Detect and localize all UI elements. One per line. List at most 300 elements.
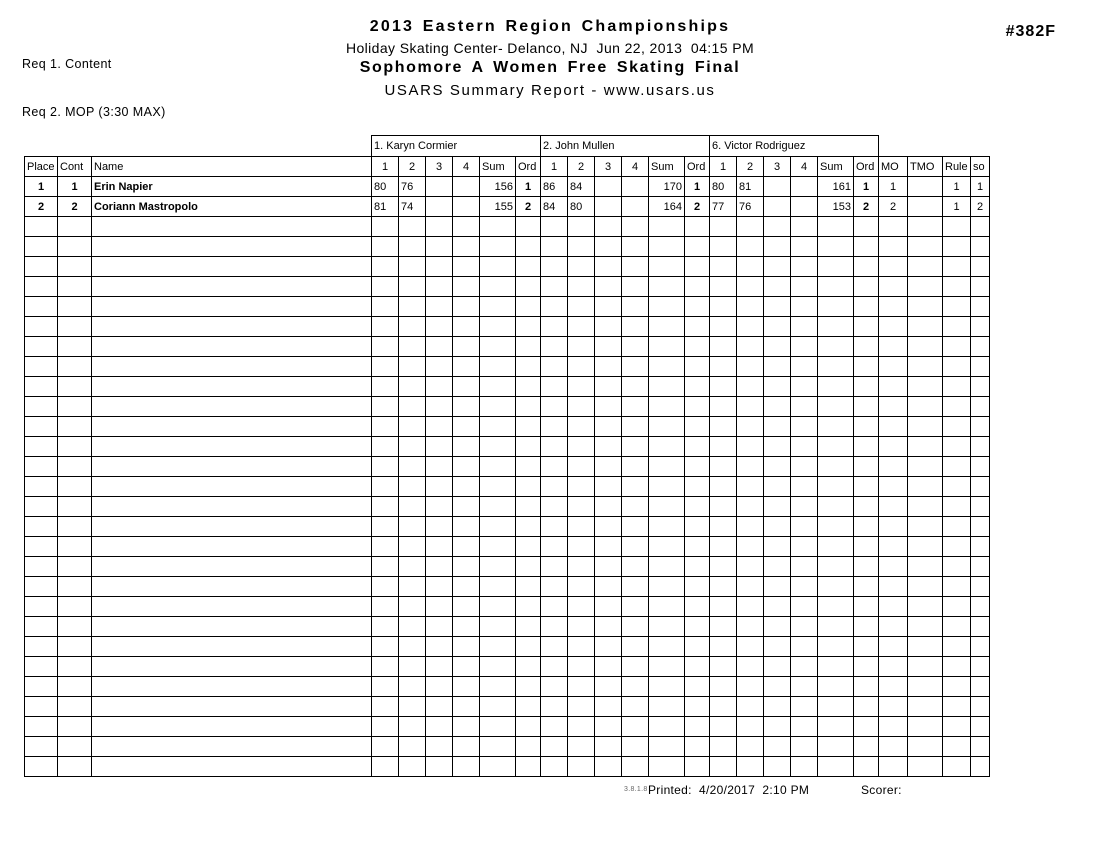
judge2-ordinal-cell — [685, 657, 710, 677]
judge3-score4-cell — [791, 517, 818, 537]
skater-name-cell — [92, 537, 372, 557]
table-row-empty — [25, 397, 990, 417]
judge3-sum-cell — [818, 717, 854, 737]
skater-name-cell — [92, 297, 372, 317]
judge1-sum-cell — [480, 597, 516, 617]
tmo-cell — [908, 477, 943, 497]
judge1-score2-cell — [399, 517, 426, 537]
place-cell — [25, 277, 58, 297]
majority-ordinal-cell — [879, 317, 908, 337]
judge3-score3-cell — [764, 477, 791, 497]
contestant-number-cell — [58, 597, 92, 617]
judge2-score4-cell — [622, 497, 649, 517]
judge1-score2-cell — [399, 637, 426, 657]
judge3-score3-cell — [764, 417, 791, 437]
judge1-ordinal-cell — [516, 357, 541, 377]
skateoff-cell — [971, 437, 990, 457]
judge1-ord-header: Ord — [516, 157, 541, 177]
contestant-number-cell — [58, 637, 92, 657]
judge2-ordinal-cell — [685, 737, 710, 757]
skateoff-cell — [971, 717, 990, 737]
majority-ordinal-cell: 1 — [879, 177, 908, 197]
judge3-sum-cell — [818, 217, 854, 237]
tmo-cell — [908, 277, 943, 297]
judge3-score1-cell — [710, 317, 737, 337]
judge3-score4-cell — [791, 597, 818, 617]
judge3-score2-cell — [737, 697, 764, 717]
judge1-sum-cell — [480, 337, 516, 357]
contestant-number-cell — [58, 217, 92, 237]
judge2-score1-cell — [541, 537, 568, 557]
tmo-cell — [908, 437, 943, 457]
judge3-ordinal-cell — [854, 257, 879, 277]
judge3-ordinal-cell — [854, 237, 879, 257]
judge-3-name-box: 6. Victor Rodriguez — [710, 136, 879, 157]
judge1-sum-cell — [480, 537, 516, 557]
judge1-score4-cell — [453, 457, 480, 477]
rule-cell — [943, 597, 971, 617]
judge3-score3-cell — [764, 237, 791, 257]
tmo-cell — [908, 677, 943, 697]
judge2-score1-cell: 86 — [541, 177, 568, 197]
majority-ordinal-cell — [879, 697, 908, 717]
judge1-score1-cell — [372, 637, 399, 657]
judge3-sum-cell — [818, 497, 854, 517]
place-cell — [25, 297, 58, 317]
judge3-score1-cell: 77 — [710, 197, 737, 217]
judge1-score2-cell — [399, 617, 426, 637]
contestant-number-cell — [58, 537, 92, 557]
judge2-sum-cell — [649, 497, 685, 517]
judge3-score3-cell — [764, 657, 791, 677]
majority-ordinal-cell — [879, 617, 908, 637]
judge3-sum-cell — [818, 277, 854, 297]
judge-row-spacer-left — [25, 136, 372, 157]
tmo-cell — [908, 737, 943, 757]
majority-ordinal-cell — [879, 737, 908, 757]
rule-cell — [943, 397, 971, 417]
judge3-score3-cell — [764, 697, 791, 717]
mo-header: MO — [879, 157, 908, 177]
judge2-score4-cell — [622, 657, 649, 677]
judge3-score4-cell — [791, 497, 818, 517]
judge1-score4-cell — [453, 197, 480, 217]
judge1-sum-cell — [480, 397, 516, 417]
rule-cell — [943, 277, 971, 297]
skateoff-cell — [971, 737, 990, 757]
judge2-sum-cell — [649, 517, 685, 537]
contestant-number-cell — [58, 417, 92, 437]
judge1-score3-cell — [426, 317, 453, 337]
judge3-ordinal-cell — [854, 457, 879, 477]
skater-name-cell — [92, 677, 372, 697]
place-cell — [25, 497, 58, 517]
judge2-score4-cell — [622, 317, 649, 337]
judge1-score3-cell — [426, 717, 453, 737]
judge3-sum-cell: 161 — [818, 177, 854, 197]
place-cell — [25, 557, 58, 577]
judge1-ordinal-cell — [516, 597, 541, 617]
judge-row-spacer-right — [879, 136, 990, 157]
judge3-score2-cell — [737, 377, 764, 397]
judge1-ordinal-cell — [516, 497, 541, 517]
judge1-score1-cell — [372, 737, 399, 757]
judge2-score2-cell — [568, 277, 595, 297]
judge3-sum-cell — [818, 477, 854, 497]
judge1-score2-cell — [399, 377, 426, 397]
judge2-score1-cell — [541, 257, 568, 277]
place-cell — [25, 597, 58, 617]
judge3-ordinal-cell — [854, 557, 879, 577]
judge2-score2-cell — [568, 237, 595, 257]
judge2-sum-cell — [649, 757, 685, 777]
championship-title: 2013 Eastern Region Championships — [369, 18, 731, 35]
skateoff-cell — [971, 417, 990, 437]
judge2-score1-cell — [541, 337, 568, 357]
place-cell — [25, 317, 58, 337]
judge2-sum-cell — [649, 577, 685, 597]
judge1-score1-cell — [372, 517, 399, 537]
rule-cell — [943, 737, 971, 757]
place-cell — [25, 677, 58, 697]
table-row-empty — [25, 477, 990, 497]
judge3-score3-cell — [764, 597, 791, 617]
tmo-cell — [908, 457, 943, 477]
judge2-score1-cell — [541, 297, 568, 317]
table-row-empty — [25, 657, 990, 677]
judge1-score3-cell — [426, 437, 453, 457]
judge1-score2-cell — [399, 457, 426, 477]
judge2-ord-header: Ord — [685, 157, 710, 177]
event-number: #382F — [1005, 23, 1056, 40]
rule-cell — [943, 337, 971, 357]
tmo-cell — [908, 337, 943, 357]
judge1-ordinal-cell: 1 — [516, 177, 541, 197]
judge3-score4-cell — [791, 717, 818, 737]
skateoff-cell — [971, 557, 990, 577]
judge1-score4-cell — [453, 657, 480, 677]
judge2-score3-cell — [595, 757, 622, 777]
judge3-score1-cell — [710, 257, 737, 277]
judge2-score4-cell — [622, 577, 649, 597]
judge3-score4-cell — [791, 637, 818, 657]
judge2-sum-cell — [649, 297, 685, 317]
judge3-score1-cell — [710, 717, 737, 737]
judge1-score3-cell — [426, 517, 453, 537]
judge1-ordinal-cell — [516, 637, 541, 657]
judge2-sum-cell — [649, 737, 685, 757]
judge2-score4-cell — [622, 337, 649, 357]
judge3-score1-cell — [710, 497, 737, 517]
majority-ordinal-cell — [879, 597, 908, 617]
judge2-ordinal-cell — [685, 317, 710, 337]
judge3-score4-cell — [791, 177, 818, 197]
judge2-score1-header: 1 — [541, 157, 568, 177]
judge1-score4-cell — [453, 397, 480, 417]
place-cell — [25, 737, 58, 757]
judge3-score4-header: 4 — [791, 157, 818, 177]
judge2-score3-cell — [595, 537, 622, 557]
judge3-score3-cell — [764, 577, 791, 597]
judge3-score1-cell — [710, 617, 737, 637]
contestant-number-cell — [58, 557, 92, 577]
skateoff-cell — [971, 497, 990, 517]
contestant-number-cell — [58, 237, 92, 257]
rule-cell — [943, 537, 971, 557]
judge1-score2-cell — [399, 217, 426, 237]
judge3-score4-cell — [791, 297, 818, 317]
skater-name-cell — [92, 697, 372, 717]
judge1-score2-cell — [399, 257, 426, 277]
judge1-score1-cell — [372, 297, 399, 317]
name-header: Name — [92, 157, 372, 177]
skater-name-cell — [92, 737, 372, 757]
judge1-score2-cell — [399, 497, 426, 517]
skater-name-cell — [92, 417, 372, 437]
judge2-sum-header: Sum — [649, 157, 685, 177]
tmo-cell — [908, 297, 943, 317]
judge2-sum-cell — [649, 317, 685, 337]
judge2-ordinal-cell — [685, 697, 710, 717]
judge1-score1-cell — [372, 357, 399, 377]
judge1-score4-cell — [453, 557, 480, 577]
judge3-score2-cell — [737, 597, 764, 617]
skater-name-cell — [92, 357, 372, 377]
judge1-sum-cell — [480, 377, 516, 397]
place-cell — [25, 417, 58, 437]
judge3-score1-cell — [710, 337, 737, 357]
table-row-empty — [25, 577, 990, 597]
judge3-ordinal-cell — [854, 217, 879, 237]
judge3-score3-cell — [764, 177, 791, 197]
skater-name-cell — [92, 437, 372, 457]
judge2-score3-cell — [595, 637, 622, 657]
judge3-score1-cell — [710, 397, 737, 417]
judge3-score1-cell — [710, 357, 737, 377]
judge2-score3-cell — [595, 337, 622, 357]
judge1-sum-cell — [480, 577, 516, 597]
judge2-score4-cell — [622, 257, 649, 277]
tmo-cell — [908, 617, 943, 637]
judge2-score4-cell — [622, 677, 649, 697]
majority-ordinal-cell — [879, 657, 908, 677]
judge2-sum-cell — [649, 617, 685, 637]
table-row-empty — [25, 637, 990, 657]
majority-ordinal-cell — [879, 437, 908, 457]
judge2-ordinal-cell — [685, 617, 710, 637]
judge1-score1-cell — [372, 277, 399, 297]
judge2-score2-cell — [568, 317, 595, 337]
judge2-score2-cell — [568, 397, 595, 417]
judge1-score2-header: 2 — [399, 157, 426, 177]
judge1-score4-cell — [453, 217, 480, 237]
judge1-score3-cell — [426, 677, 453, 697]
skateoff-cell — [971, 757, 990, 777]
judge2-sum-cell — [649, 557, 685, 577]
judge3-score3-cell — [764, 517, 791, 537]
place-cell — [25, 657, 58, 677]
judge2-score1-cell — [541, 677, 568, 697]
tmo-cell — [908, 317, 943, 337]
judge3-sum-cell — [818, 377, 854, 397]
skater-name-cell — [92, 637, 372, 657]
judge3-score4-cell — [791, 677, 818, 697]
judge1-score3-cell — [426, 637, 453, 657]
judge2-score3-cell — [595, 597, 622, 617]
judge3-score2-cell — [737, 277, 764, 297]
judge2-ordinal-cell — [685, 677, 710, 697]
judge3-score1-cell — [710, 637, 737, 657]
judge3-ordinal-cell — [854, 437, 879, 457]
judge2-score1-cell — [541, 437, 568, 457]
rule-cell — [943, 317, 971, 337]
judge1-score2-cell — [399, 737, 426, 757]
judge1-score3-cell — [426, 277, 453, 297]
judge2-score2-header: 2 — [568, 157, 595, 177]
judge3-score4-cell — [791, 237, 818, 257]
judge1-score2-cell — [399, 357, 426, 377]
judge1-ordinal-cell — [516, 717, 541, 737]
tmo-cell — [908, 417, 943, 437]
judge3-score3-cell — [764, 317, 791, 337]
majority-ordinal-cell — [879, 637, 908, 657]
skater-name-cell — [92, 577, 372, 597]
tmo-cell — [908, 557, 943, 577]
skater-name-cell — [92, 217, 372, 237]
judge2-score3-cell — [595, 237, 622, 257]
place-cell — [25, 577, 58, 597]
skateoff-cell — [971, 457, 990, 477]
judge1-score3-cell — [426, 297, 453, 317]
judge2-ordinal-cell — [685, 357, 710, 377]
tmo-cell — [908, 377, 943, 397]
judge3-score3-cell — [764, 557, 791, 577]
judge2-ordinal-cell — [685, 537, 710, 557]
judge2-score2-cell — [568, 337, 595, 357]
judge3-ordinal-cell — [854, 597, 879, 617]
judge2-score2-cell — [568, 457, 595, 477]
judge2-ordinal-cell — [685, 457, 710, 477]
judge2-sum-cell — [649, 597, 685, 617]
judge3-score4-cell — [791, 277, 818, 297]
judge3-sum-cell — [818, 637, 854, 657]
judge2-score4-cell — [622, 437, 649, 457]
judge-1-name-box: 1. Karyn Cormier — [372, 136, 541, 157]
tmo-cell — [908, 257, 943, 277]
judge3-score4-cell — [791, 737, 818, 757]
skateoff-cell — [971, 517, 990, 537]
judge2-sum-cell — [649, 277, 685, 297]
judge2-score4-cell — [622, 457, 649, 477]
judge1-score3-cell — [426, 197, 453, 217]
judge2-sum-cell — [649, 257, 685, 277]
judge3-score2-cell: 81 — [737, 177, 764, 197]
judge1-score2-cell — [399, 237, 426, 257]
judge1-score3-cell — [426, 377, 453, 397]
skater-name-cell — [92, 317, 372, 337]
judge2-sum-cell — [649, 697, 685, 717]
tmo-cell — [908, 757, 943, 777]
judge2-sum-cell — [649, 637, 685, 657]
skater-name-cell — [92, 237, 372, 257]
judge2-score3-cell — [595, 397, 622, 417]
tmo-cell — [908, 537, 943, 557]
judge2-sum-cell — [649, 537, 685, 557]
contestant-number-cell — [58, 377, 92, 397]
judge3-ordinal-cell — [854, 577, 879, 597]
judge1-sum-cell — [480, 757, 516, 777]
judge3-ordinal-cell: 2 — [854, 197, 879, 217]
judge2-score4-cell — [622, 277, 649, 297]
judge1-score3-cell — [426, 497, 453, 517]
place-cell — [25, 537, 58, 557]
judge2-ordinal-cell — [685, 557, 710, 577]
tmo-cell — [908, 357, 943, 377]
judge2-score4-cell — [622, 297, 649, 317]
judge2-score4-cell — [622, 557, 649, 577]
place-cell — [25, 237, 58, 257]
judge2-ordinal-cell — [685, 397, 710, 417]
judge3-ord-header: Ord — [854, 157, 879, 177]
judge2-ordinal-cell: 2 — [685, 197, 710, 217]
judge1-sum-cell — [480, 637, 516, 657]
judge1-sum-cell — [480, 517, 516, 537]
judge1-score3-cell — [426, 597, 453, 617]
judge2-sum-cell — [649, 237, 685, 257]
judge2-ordinal-cell — [685, 577, 710, 597]
majority-ordinal-cell — [879, 237, 908, 257]
judge1-score2-cell — [399, 597, 426, 617]
judge3-ordinal-cell — [854, 297, 879, 317]
judge3-score4-cell — [791, 617, 818, 637]
contestant-number-cell — [58, 617, 92, 637]
judge2-ordinal-cell — [685, 437, 710, 457]
contestant-number-cell — [58, 357, 92, 377]
judge1-score1-header: 1 — [372, 157, 399, 177]
judge2-score2-cell — [568, 737, 595, 757]
skater-name-cell — [92, 497, 372, 517]
judge2-score4-cell — [622, 517, 649, 537]
skateoff-cell — [971, 477, 990, 497]
table-row-empty — [25, 417, 990, 437]
judge1-sum-cell — [480, 317, 516, 337]
judge1-score2-cell — [399, 397, 426, 417]
judge1-ordinal-cell — [516, 237, 541, 257]
judge1-score4-cell — [453, 257, 480, 277]
judge2-score4-cell — [622, 597, 649, 617]
judge3-score1-cell — [710, 657, 737, 677]
judge1-ordinal-cell — [516, 557, 541, 577]
place-header: Place — [25, 157, 58, 177]
judge3-score2-cell — [737, 477, 764, 497]
judge1-score1-cell — [372, 317, 399, 337]
so-header: so — [971, 157, 990, 177]
table-row-empty — [25, 317, 990, 337]
judge2-sum-cell: 164 — [649, 197, 685, 217]
table-row-empty — [25, 437, 990, 457]
judge1-score2-cell — [399, 277, 426, 297]
rule-cell — [943, 677, 971, 697]
skater-name-cell — [92, 717, 372, 737]
judge1-score3-cell — [426, 357, 453, 377]
judge1-ordinal-cell — [516, 757, 541, 777]
tmo-cell — [908, 717, 943, 737]
judge3-score2-cell — [737, 737, 764, 757]
tmo-cell — [908, 397, 943, 417]
judge1-ordinal-cell — [516, 397, 541, 417]
judge2-score2-cell — [568, 377, 595, 397]
judge3-score2-cell — [737, 557, 764, 577]
